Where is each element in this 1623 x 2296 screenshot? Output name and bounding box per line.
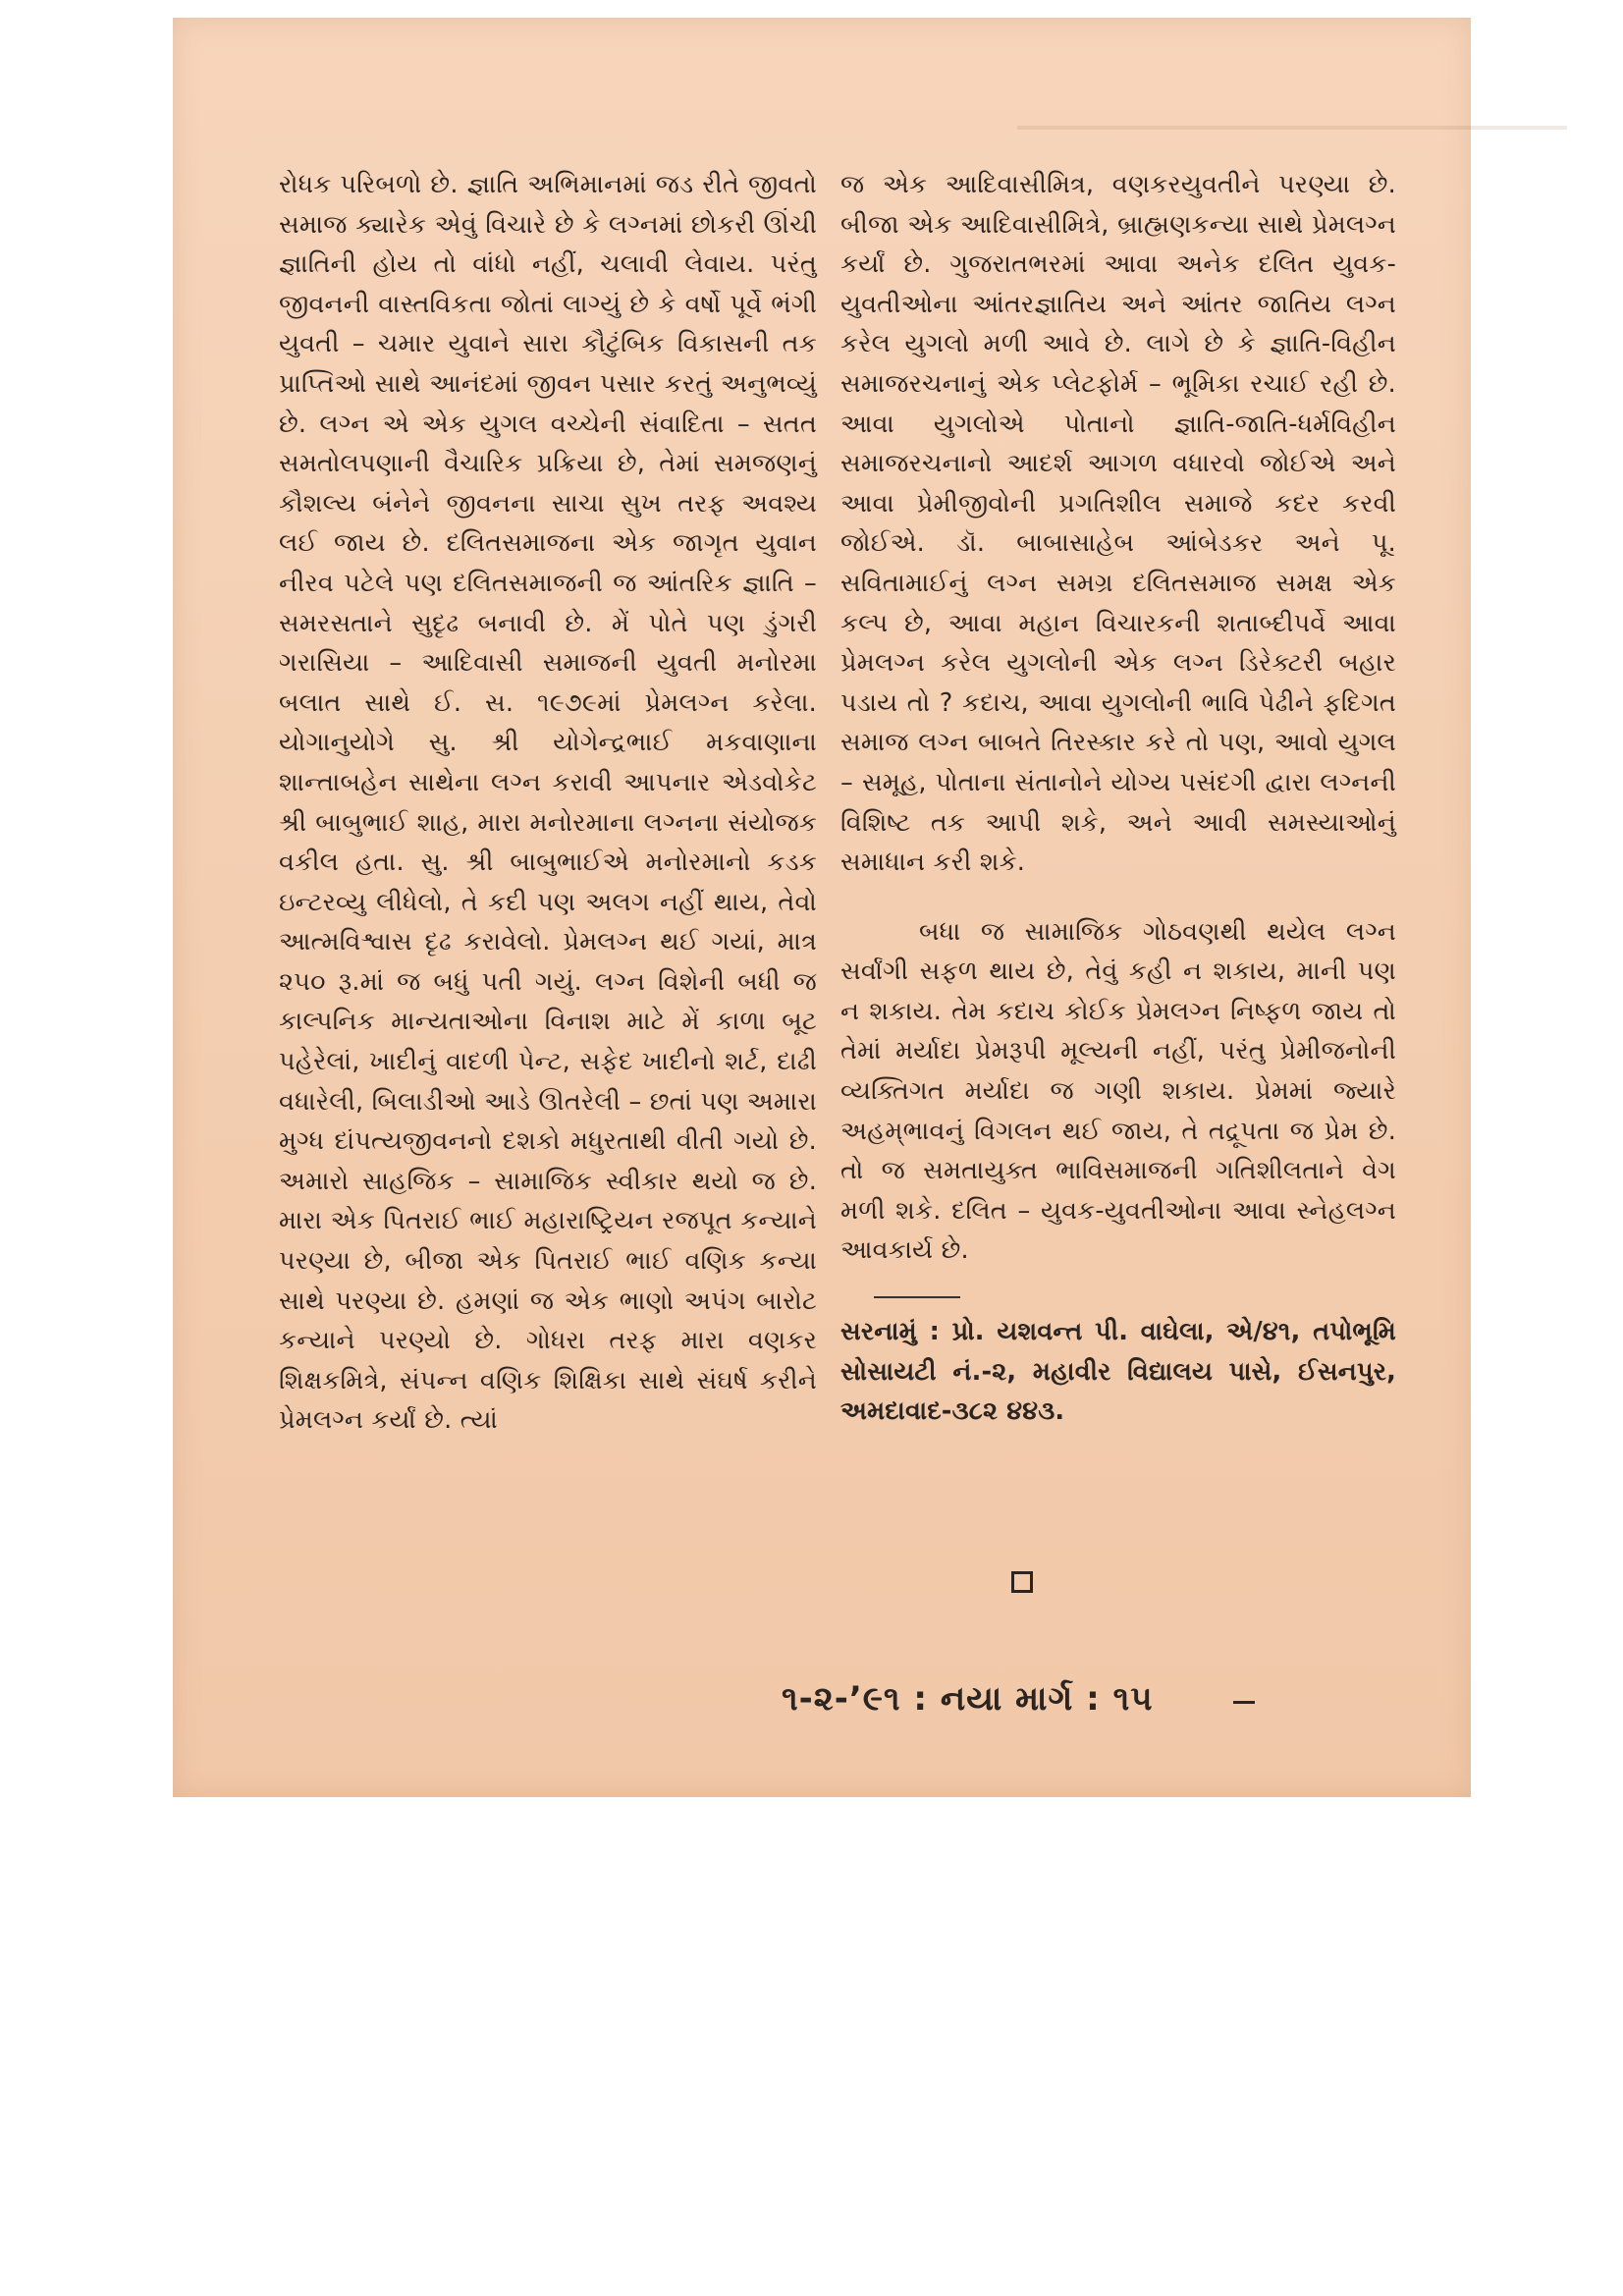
- page-footer-folio: ૧-૨-’૯૧ : નયા માર્ગ : ૧૫: [782, 1679, 1154, 1719]
- left-column: [279, 165, 817, 1441]
- scanned-page: [173, 18, 1471, 1797]
- paragraph-spacer: [840, 883, 1396, 912]
- right-column-paragraph-2: બધા જ સામાજિક ગોઠવણથી થયેલ લગ્ન સર્વાંગી સફળ થાય છે, તેવું કહી ન શકાય, માની પણ ન શકાય. તેમ કદાચ કોઈક પ્રેમલગ્ન નિષ્ફળ જાય તો તેમાં મર્યાદા પ્રેમરૂપી મૂલ્યની નહીં, પરંતુ પ્રેમીજનોની વ્યક્તિગત મર્યાદા જ ગણી શકાય. પ્રેમમાં જ્યારે અહમ્‌ભાવનું વિગલન થઈ જાય, તે તદ્રૂપતા જ પ્રેમ છે. તો જ સમતાયુક્ત ભાવિસમાજની ગતિશીલતાને વેગ મળી શકે. દલિત – યુવક-યુવતીઓના આવા સ્નેહલગ્ન આવકાર્ય છે.: [840, 916, 1396, 1266]
- left-column-paragraph: રોધક પરિબળો છે. જ્ઞાતિ અભિમાનમાં જડ રીતે જીવતો સમાજ ક્યારેક એવું વિચારે છે કે લગ્નમાં છોકરી ઊંચી જ્ઞાતિની હોય તો વાંધો નહીં, ચલાવી લેવાય. પરંતુ જીવનની વાસ્તવિકતા જોતાં લાગ્યું છે કે વર્ષો પૂર્વે ભંગી યુવતી – ચમાર યુવાને સારા કૌટુંબિક વિકાસની તક પ્રાપ્તિઓ સાથે આનંદમાં જીવન પસાર કરતું અનુભવ્યું છે. લગ્ન એ એક યુગલ વચ્ચેની સંવાદિતા – સતત સમતોલપણાની વૈચારિક પ્રક્રિયા છે, તેમાં સમજણનું કૌશલ્ય બંનેને જીવનના સાચા સુખ તરફ અવશ્ય લઈ જાય છે. દલિતસમાજના એક જાગૃત યુવાન નીરવ પટેલે પણ દલિતસમાજની જ આંતરિક જ્ઞાતિ – સમરસતાને સુદૃઢ બનાવી છે. મેં પોતે પણ ડુંગરી ગરાસિયા – આદિવાસી સમાજની યુવતી મનોરમા બલાત સાથે ઈ. સ. ૧૯૭૯માં પ્રેમલગ્ન કરેલા. યોગાનુયોગે સુ. શ્રી યોગેન્દ્રભાઈ મકવાણાના શાન્તાબહેન સાથેના લગ્ન કરાવી આપનાર એડવોકેટ શ્રી બાબુભાઈ શાહ, મારા મનોરમાના લગ્નના સંયોજક વકીલ હતા. સુ. શ્રી બાબુભાઈએ મનોરમાનો કડક ઇન્ટરવ્યુ લીધેલો, તે કદી પણ અલગ નહીં થાય, તેવો આત્મવિશ્વાસ દૃઢ કરાવેલો. પ્રેમલગ્ન થઈ ગયાં, માત્ર ૨૫૦ રૂ.માં જ બધું પતી ગયું. લગ્ન વિશેની બધી જ કાલ્પનિક માન્યતાઓના વિનાશ માટે મેં કાળા બૂટ પહેરેલાં, ખાદીનું વાદળી પેન્ટ, સફેદ ખાદીનો શર્ટ, દાઢી વધારેલી, બિલાડીઓ આડે ઊતરેલી – છતાં પણ અમારા મુગ્ધ દાંપત્યજીવનનો દશકો મધુરતાથી વીતી ગયો છે. અમારો સાહજિક – સામાજિક સ્વીકાર થયો જ છે. મારા એક પિતરાઈ ભાઈ મહારાષ્ટ્રિયન રજપૂત કન્યાને પરણ્યા છે, બીજા એક પિતરાઈ ભાઈ વણિક કન્યા સાથે પરણ્યા છે. હમણાં જ એક ભાણો અપંગ બારોટ કન્યાને પરણ્યો છે. ગોધરા તરફ મારા વણકર શિક્ષકમિત્રે, સંપન્ન વણિક શિક્ષિકા સાથે સંઘર્ષ કરીને પ્રેમલગ્ન કર્યાં છે. ત્યાં: [279, 170, 817, 1436]
- right-column-paragraph-1: જ એક આદિવાસીમિત્ર, વણકરયુવતીને પરણ્યા છે. બીજા એક આદિવાસીમિત્રે, બ્રાહ્મણકન્યા સાથે પ્રેમલગ્ન કર્યાં છે. ગુજરાતભરમાં આવા અનેક દલિત યુવક-યુવતીઓના આંતરજ્ઞાતિય અને આંતર જાતિય લગ્ન કરેલ યુગલો મળી આવે છે. લાગે છે કે જ્ઞાતિ-વિહીન સમાજરચનાનું એક પ્લેટફોર્મ – ભૂમિકા રચાઈ રહી છે. આવા યુગલોએ પોતાનો જ્ઞાતિ-જાતિ-ધર્મવિહીન સમાજરચનાનો આદર્શ આગળ વધારવો જોઈએ અને આવા પ્રેમીજીવોની પ્રગતિશીલ સમાજે કદર કરવી જોઈએ. ડૉ. બાબાસાહેબ આંબેડકર અને પૂ. સવિતામાઈનું લગ્ન સમગ્ર દલિતસમાજ સમક્ષ એક કલ્પ છે, આવા મહાન વિચારકની શતાબ્દીપર્વે આવા પ્રેમલગ્ન કરેલ યુગલોની એક લગ્ન ડિરેક્ટરી બહાર પડાય તો ? કદાચ, આવા યુગલોની ભાવિ પેઢીને ફદિગત સમાજ લગ્ન બાબતે તિરસ્કાર કરે તો પણ, આવો યુગલ – સમૂહ, પોતાના સંતાનોને યોગ્ય પસંદગી દ્વારા લગ્નની વિશિષ્ટ તક આપી શકે, અને આવી સમસ્યાઓનું સમાધાન કરી શકે.: [840, 170, 1396, 878]
- signature-rule: [874, 1296, 960, 1298]
- right-column: [840, 165, 1396, 1432]
- author-address: સરનામું : પ્રો. યશવન્ત પી. વાઘેલા, એ/૪૧, તપોભૂમિ સોસાયટી નં.-૨, મહાવીર વિદ્યાલય પાસે, ઈસનપુર, અમદાવાદ-૩૮૨ ૪૪૩.: [840, 1317, 1396, 1427]
- bleed-through-mark: [1017, 126, 1567, 130]
- article-end-square-icon: [1011, 1571, 1033, 1593]
- footer-dash: [1233, 1701, 1255, 1704]
